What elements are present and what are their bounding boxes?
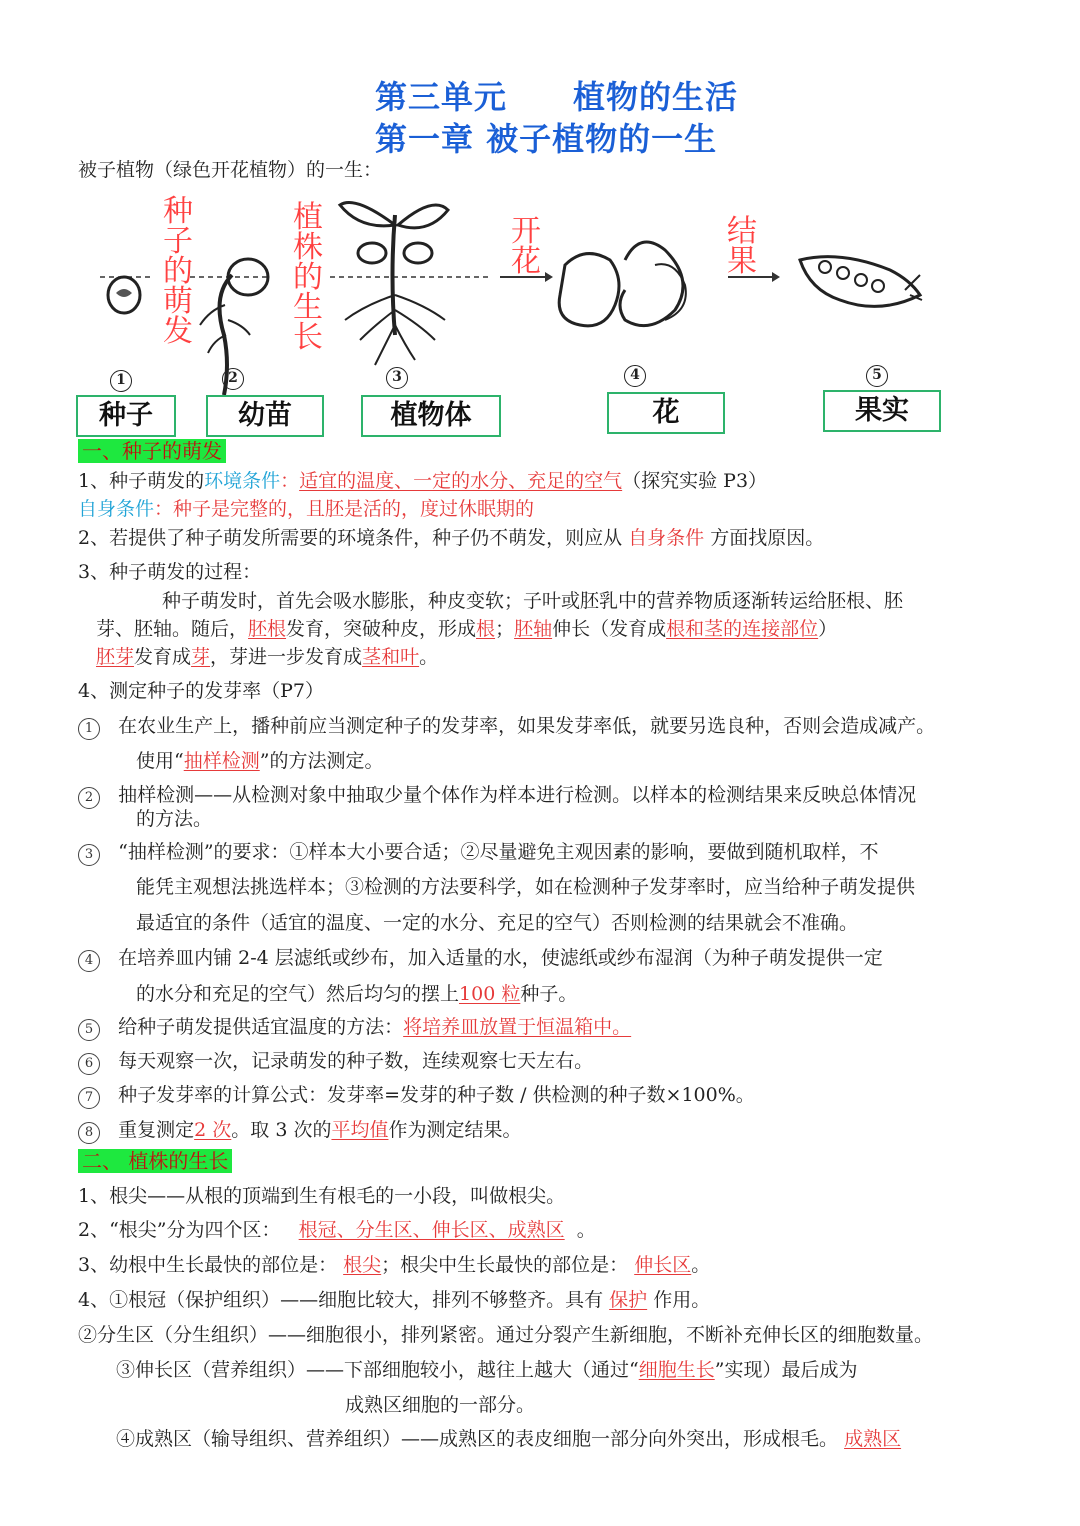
s2-line-4 xyxy=(78,1288,710,1312)
section2-heading: 二、 植株的生长 xyxy=(78,1149,232,1173)
text: ”的方法测定。 xyxy=(259,750,384,772)
text: 2、“根尖”分为四个区： xyxy=(78,1219,281,1241)
answer: 根和茎的连接部位 xyxy=(666,618,819,640)
section-heading xyxy=(78,1149,232,1174)
s1-para-3 xyxy=(96,645,438,669)
stage-number: 3 xyxy=(386,367,408,389)
answer: 成熟区 xyxy=(844,1428,902,1450)
text: 在农业生产上，播种前应当测定种子的发芽率，如果发芽率低，就要另选良种，否则会造成减产。 xyxy=(118,715,936,737)
text: 的水分和充足的空气）然后均匀的摆上 xyxy=(136,983,460,1005)
answer: 芽 xyxy=(191,646,211,668)
stage-box-seed: 种子 xyxy=(76,395,176,437)
text: ③伸长区（营养组织）——下部细胞较小，越往上越大（通过“ xyxy=(116,1359,639,1381)
text: 种子。 xyxy=(520,983,578,1005)
item-number: 5 xyxy=(78,1019,100,1041)
answer: 100 粒 xyxy=(459,983,521,1005)
text: ”实现）最后成为 xyxy=(714,1359,858,1381)
self-conditions-label: 自身条件 xyxy=(78,498,155,520)
item-4b xyxy=(136,982,577,1006)
item-number: 3 xyxy=(78,844,100,866)
stage-number: 4 xyxy=(624,365,646,387)
env-conditions-answer: 适宜的温度、一定的水分、充足的空气 xyxy=(299,470,623,492)
item-number: 4 xyxy=(78,950,100,972)
item-7 xyxy=(78,1083,755,1109)
env-conditions-label: 环境条件 xyxy=(204,470,281,492)
item-2 xyxy=(78,783,916,809)
label-flowering: 开花 xyxy=(511,215,541,278)
text: ） xyxy=(818,618,838,640)
s2-line-6 xyxy=(116,1358,857,1382)
s1-line-2 xyxy=(78,526,824,550)
section-heading xyxy=(78,439,226,464)
answer: 平均值 xyxy=(331,1119,389,1141)
answer: 茎和叶 xyxy=(362,646,420,668)
chapter-title: 第一章 被子植物的一生 xyxy=(375,120,718,158)
s1-line-4: 4、测定种子的发芽率（P7） xyxy=(78,680,324,702)
self-conditions-answer: 种子是完整的，且胚是活的，度过休眠期的 xyxy=(173,498,535,520)
s2-line-5: ②分生区（分生组织）——细胞很小，排列紧密。通过分裂产生新细胞，不断补充伸长区的细胞数量。 xyxy=(78,1324,934,1346)
text: 伸长（发育成 xyxy=(552,618,667,640)
text: 发育，突破种皮，形成 xyxy=(286,618,477,640)
answer: 根 xyxy=(476,618,496,640)
text: 重复测定 xyxy=(118,1119,195,1141)
life-cycle-diagram xyxy=(0,185,1080,440)
text: 方面找原因。 xyxy=(710,527,825,549)
answer: 将培养皿放置于恒温箱中。 xyxy=(403,1016,632,1038)
item-3 xyxy=(78,840,879,866)
label-plant-growth: 植株的生长 xyxy=(293,201,323,354)
s2-line-7: 成熟区细胞的一部分。 xyxy=(345,1394,536,1416)
stage-box-flower: 花 xyxy=(607,392,725,434)
text: 抽样检测——从检测对象中抽取少量个体作为样本进行检测。以样本的检测结果来反映总体情况 xyxy=(118,784,917,806)
text: 3、幼根中生长最快的部位是： xyxy=(78,1254,338,1276)
item-number: 6 xyxy=(78,1053,100,1075)
unit-title: 第三单元 植物的生活 xyxy=(375,78,739,116)
text: 。 xyxy=(576,1219,596,1241)
text: 芽、胚轴。随后， xyxy=(96,618,249,640)
label-fruiting: 结果 xyxy=(727,215,757,278)
s1-para-1: 种子萌发时，首先会吸水膨胀，种皮变软；子叶或胚乳中的营养物质逐渐转运给胚根、胚 xyxy=(162,590,904,612)
text: 4、①根冠（保护组织）——细胞比较大，排列不够整齐。具有 xyxy=(78,1289,604,1311)
stage-number: 2 xyxy=(222,368,244,390)
s2-line-3 xyxy=(78,1253,710,1277)
item-number: 8 xyxy=(78,1122,100,1144)
item-4 xyxy=(78,946,883,972)
text: 。取 3 次的 xyxy=(231,1119,332,1141)
text: “抽样检测”的要求：①样本大小要合适；②尽量避免主观因素的影响，要做到随机取样，不 xyxy=(118,841,879,863)
answer: 2 次 xyxy=(194,1119,232,1141)
answer: 细胞生长 xyxy=(638,1359,715,1381)
answer: 根冠、分生区、伸长区、成熟区 xyxy=(298,1219,565,1241)
answer: 保护 xyxy=(609,1289,648,1311)
text: 发育成 xyxy=(134,646,192,668)
label-seed-germination: 种子的萌发 xyxy=(163,195,193,348)
answer: 伸长区 xyxy=(634,1254,692,1276)
text: ； xyxy=(495,618,515,640)
answer: 抽样检测 xyxy=(183,750,260,772)
text: 在培养皿内铺 2-4 层滤纸或纱布，加入适量的水，使滤纸或纱布湿润（为种子萌发提供一定 xyxy=(118,947,883,969)
text: 2、若提供了种子萌发所需要的环境条件，种子仍不萌发，则应从 xyxy=(78,527,623,549)
text: 。 xyxy=(691,1254,711,1276)
item-number: 1 xyxy=(78,718,100,740)
text: ： xyxy=(280,470,300,492)
stage-box-fruit: 果实 xyxy=(823,390,941,432)
item-5 xyxy=(78,1015,631,1041)
text: 种子发芽率的计算公式：发芽率=发芽的种子数 / 供检测的种子数×100%。 xyxy=(118,1084,755,1106)
item-1b xyxy=(136,749,383,773)
stage-box-seedling: 幼苗 xyxy=(206,395,324,437)
intro-text: 被子植物（绿色开花植物）的一生： xyxy=(78,159,383,181)
text: 给种子萌发提供适宜温度的方法： xyxy=(118,1016,404,1038)
stage-box-plant: 植物体 xyxy=(361,395,501,437)
answer: 自身条件 xyxy=(628,527,705,549)
text: ④成熟区（输导组织、营养组织）——成熟区的表皮细胞一部分向外突出，形成根毛。 xyxy=(116,1428,839,1450)
stage-number: 1 xyxy=(110,370,132,392)
section1-heading: 一、种子的萌发 xyxy=(78,439,226,463)
text: 每天观察一次，记录萌发的种子数，连续观察七天左右。 xyxy=(118,1050,594,1072)
text: 使用“ xyxy=(136,750,184,772)
item-3c: 最适宜的条件（适宜的温度、一定的水分、充足的空气）否则检测的结果就会不准确。 xyxy=(136,912,859,934)
s1-line-3: 3、种子萌发的过程： xyxy=(78,561,262,583)
item-2b: 的方法。 xyxy=(136,808,213,830)
s1-line-env xyxy=(78,469,767,493)
answer: 胚根 xyxy=(248,618,287,640)
item-number: 7 xyxy=(78,1087,100,1109)
text: ： xyxy=(154,498,174,520)
item-8 xyxy=(78,1118,521,1144)
item-number: 2 xyxy=(78,787,100,809)
s2-line-8 xyxy=(116,1427,901,1451)
text: （探究实验 P3） xyxy=(622,470,768,492)
text: 作为测定结果。 xyxy=(388,1119,522,1141)
item-3b: 能凭主观想法挑选样本；③检测的方法要科学，如在检测种子发芽率时，应当给种子萌发提供 xyxy=(136,876,916,898)
s1-line-self xyxy=(78,497,534,521)
text: ；根尖中生长最快的部位是： xyxy=(381,1254,629,1276)
answer: 胚芽 xyxy=(96,646,135,668)
answer: 胚轴 xyxy=(514,618,553,640)
s2-line-2 xyxy=(78,1218,596,1242)
item-6 xyxy=(78,1049,593,1075)
text: 作用。 xyxy=(653,1289,711,1311)
item-1 xyxy=(78,714,935,740)
text: ，芽进一步发育成 xyxy=(210,646,363,668)
s2-line-1: 1、根尖——从根的顶端到生有根毛的一小段，叫做根尖。 xyxy=(78,1185,566,1207)
text: 。 xyxy=(419,646,439,668)
answer: 根尖 xyxy=(343,1254,382,1276)
stage-number: 5 xyxy=(866,365,888,387)
text: 1、种子萌发的 xyxy=(78,470,205,492)
s1-para-2 xyxy=(96,617,837,641)
